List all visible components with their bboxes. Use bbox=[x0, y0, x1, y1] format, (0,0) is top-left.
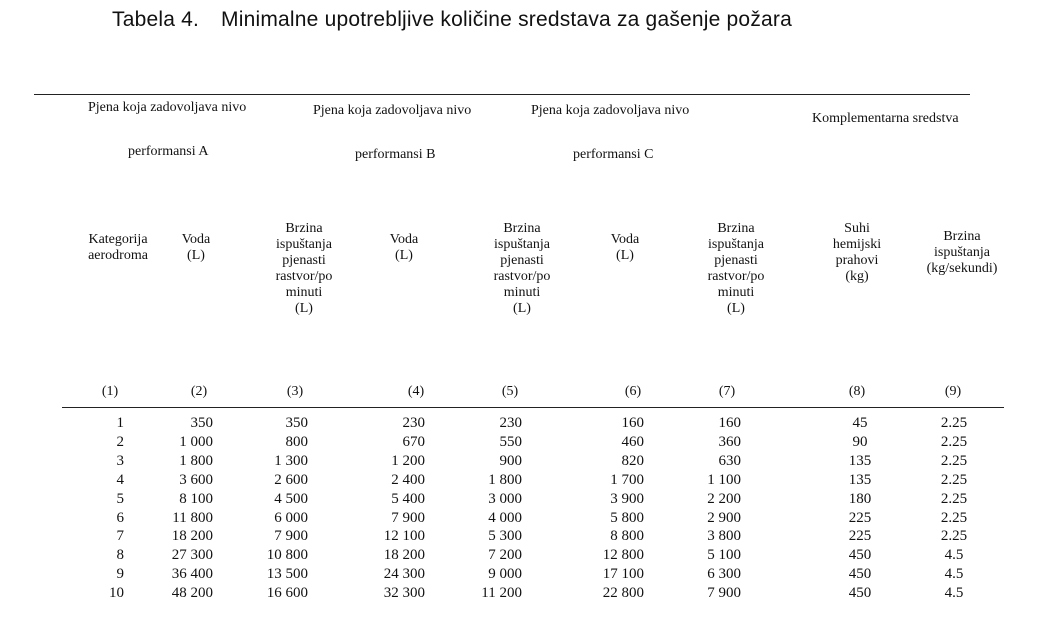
table-cell: 12 100 bbox=[383, 528, 425, 545]
table-cell: 5 400 bbox=[391, 490, 425, 507]
table-cell: 2 200 bbox=[707, 490, 741, 507]
table-cell: 1 000 bbox=[179, 433, 213, 450]
table-cell: 2.25 bbox=[940, 471, 968, 488]
table-cell: 1 800 bbox=[488, 471, 522, 488]
table-cell: 2 600 bbox=[274, 471, 308, 488]
table-cell: 2.25 bbox=[940, 490, 968, 507]
table-cell: 10 800 bbox=[266, 547, 308, 564]
table-cell: 135 bbox=[848, 452, 872, 469]
column-number-8: (8) bbox=[848, 384, 866, 399]
column-number-3: (3) bbox=[286, 384, 304, 399]
table-cell: 5 800 bbox=[610, 509, 644, 526]
table-cell: 3 000 bbox=[488, 490, 522, 507]
table-cell: 90 bbox=[852, 433, 868, 450]
table-cell: 2.25 bbox=[940, 452, 968, 469]
group-header-a-line1: Pjena koja zadovoljava nivo bbox=[88, 100, 247, 115]
column-number-9: (9) bbox=[944, 384, 962, 399]
table-cell: 7 900 bbox=[391, 509, 425, 526]
column-number-1: (1) bbox=[101, 384, 119, 399]
table-caption: Minimalne upotrebljive količine sredstava za gašenje požara bbox=[221, 8, 792, 31]
table-cell: 670 bbox=[402, 433, 425, 450]
table-cell: 2.25 bbox=[940, 509, 968, 526]
table-cell: 3 800 bbox=[707, 528, 741, 545]
table-cell: 32 300 bbox=[383, 585, 425, 602]
table-cell: 36 400 bbox=[171, 566, 213, 583]
table-cell: 27 300 bbox=[171, 547, 213, 564]
table-cell: 1 300 bbox=[274, 452, 308, 469]
table-cell: 4.5 bbox=[944, 585, 964, 602]
table-cell: 6 000 bbox=[274, 509, 308, 526]
column-number-4: (4) bbox=[407, 384, 425, 399]
table-cell: 2 900 bbox=[707, 509, 741, 526]
table-cell: 1 100 bbox=[707, 471, 741, 488]
table-cell: 8 bbox=[116, 547, 124, 564]
table-cell: 2.25 bbox=[940, 415, 968, 431]
group-header-b bbox=[313, 103, 471, 163]
table-cell: 3 bbox=[116, 452, 124, 469]
table-cell: 24 300 bbox=[383, 566, 425, 583]
table-cell: 230 bbox=[402, 415, 425, 431]
table-cell: 12 800 bbox=[602, 547, 644, 564]
table-cell: 48 200 bbox=[171, 585, 213, 602]
group-header-b-line2: performansi B bbox=[355, 147, 436, 162]
table-cell: 4 500 bbox=[274, 490, 308, 507]
header-rule bbox=[62, 407, 1004, 408]
table-cell: 900 bbox=[499, 452, 522, 469]
table-cell: 1 200 bbox=[391, 452, 425, 469]
table-cell: 8 100 bbox=[179, 490, 213, 507]
table-cell: 10 bbox=[109, 585, 124, 602]
group-header-complementary bbox=[812, 111, 959, 127]
table-cell: 2.25 bbox=[940, 433, 968, 450]
group-header-c bbox=[531, 103, 689, 163]
column-header-6: Voda (L) bbox=[610, 232, 640, 263]
table-cell: 230 bbox=[499, 415, 522, 431]
table-cell: 7 bbox=[116, 528, 124, 545]
column-header-9: Brzina ispuštanja (kg/sekundi) bbox=[926, 229, 998, 276]
table-cell: 6 bbox=[116, 509, 124, 526]
table-cell: 18 200 bbox=[171, 528, 213, 545]
table-cell: 2.25 bbox=[940, 528, 968, 545]
table-cell: 4 bbox=[116, 471, 124, 488]
table-cell: 4.5 bbox=[944, 547, 964, 564]
top-rule bbox=[34, 94, 970, 95]
table-cell: 820 bbox=[621, 452, 644, 469]
table-cell: 3 900 bbox=[610, 490, 644, 507]
table-cell: 350 bbox=[285, 415, 308, 431]
table-cell: 180 bbox=[848, 490, 872, 507]
table-cell: 225 bbox=[848, 509, 872, 526]
table-cell: 5 300 bbox=[488, 528, 522, 545]
table-title bbox=[112, 8, 792, 32]
column-number-6: (6) bbox=[624, 384, 642, 399]
table-cell: 11 800 bbox=[172, 509, 213, 526]
table-cell: 1 700 bbox=[610, 471, 644, 488]
table-cell: 8 800 bbox=[610, 528, 644, 545]
table-cell: 450 bbox=[848, 547, 872, 564]
table-cell: 350 bbox=[190, 415, 213, 431]
table-cell: 450 bbox=[848, 566, 872, 583]
table-cell: 7 900 bbox=[707, 585, 741, 602]
table-cell: 800 bbox=[285, 433, 308, 450]
table-cell: 1 bbox=[116, 415, 124, 431]
table-cell: 17 100 bbox=[602, 566, 644, 583]
table-cell: 160 bbox=[718, 415, 741, 431]
column-header-4: Voda (L) bbox=[389, 232, 419, 263]
table-cell: 7 900 bbox=[274, 528, 308, 545]
table-cell: 22 800 bbox=[602, 585, 644, 602]
group-header-c-line2: performansi C bbox=[573, 147, 654, 162]
group-header-b-line1: Pjena koja zadovoljava nivo bbox=[313, 103, 472, 118]
table-cell: 9 bbox=[116, 566, 124, 583]
table-cell: 630 bbox=[718, 452, 741, 469]
table-cell: 13 500 bbox=[266, 566, 308, 583]
table-cell: 2 400 bbox=[391, 471, 425, 488]
table-number: Tabela 4. bbox=[112, 8, 200, 31]
table-cell: 4.5 bbox=[944, 566, 964, 583]
group-header-a-line2: performansi A bbox=[128, 144, 209, 159]
table-cell: 3 600 bbox=[179, 471, 213, 488]
column-number-2: (2) bbox=[190, 384, 208, 399]
table-cell: 5 bbox=[116, 490, 124, 507]
table-cell: 550 bbox=[499, 433, 522, 450]
table-cell: 135 bbox=[848, 471, 872, 488]
table-cell: 6 300 bbox=[707, 566, 741, 583]
column-header-7: Brzina ispuštanja pjenasti rastvor/po minuti (L) bbox=[707, 221, 765, 316]
table-cell: 160 bbox=[621, 415, 644, 431]
column-header-1: Kategorija aerodroma bbox=[88, 232, 148, 263]
group-header-c-line1: Pjena koja zadovoljava nivo bbox=[531, 103, 690, 118]
group-header-complementary-line1: Komplementarna sredstva bbox=[812, 111, 959, 126]
column-number-7: (7) bbox=[718, 384, 736, 399]
table-cell: 4 000 bbox=[488, 509, 522, 526]
table-cell: 460 bbox=[621, 433, 644, 450]
table-cell: 16 600 bbox=[266, 585, 308, 602]
table-cell: 5 100 bbox=[707, 547, 741, 564]
table-cell: 45 bbox=[852, 415, 868, 431]
table-cell: 1 800 bbox=[179, 452, 213, 469]
table-cell: 2 bbox=[116, 433, 124, 450]
column-header-2: Voda (L) bbox=[181, 232, 211, 263]
table-cell: 360 bbox=[718, 433, 741, 450]
column-header-8: Suhi hemijski prahovi (kg) bbox=[832, 221, 882, 284]
table-cell: 7 200 bbox=[488, 547, 522, 564]
table-cell: 225 bbox=[848, 528, 872, 545]
table-cell: 9 000 bbox=[488, 566, 522, 583]
column-header-3: Brzina ispuštanja pjenasti rastvor/po minuti (L) bbox=[275, 221, 333, 316]
group-header-a bbox=[88, 100, 246, 160]
column-header-5: Brzina ispuštanja pjenasti rastvor/po minuti (L) bbox=[493, 221, 551, 316]
column-number-5: (5) bbox=[501, 384, 519, 399]
table-cell: 18 200 bbox=[383, 547, 425, 564]
table-cell: 450 bbox=[848, 585, 872, 602]
table-cell: 11 200 bbox=[481, 585, 522, 602]
